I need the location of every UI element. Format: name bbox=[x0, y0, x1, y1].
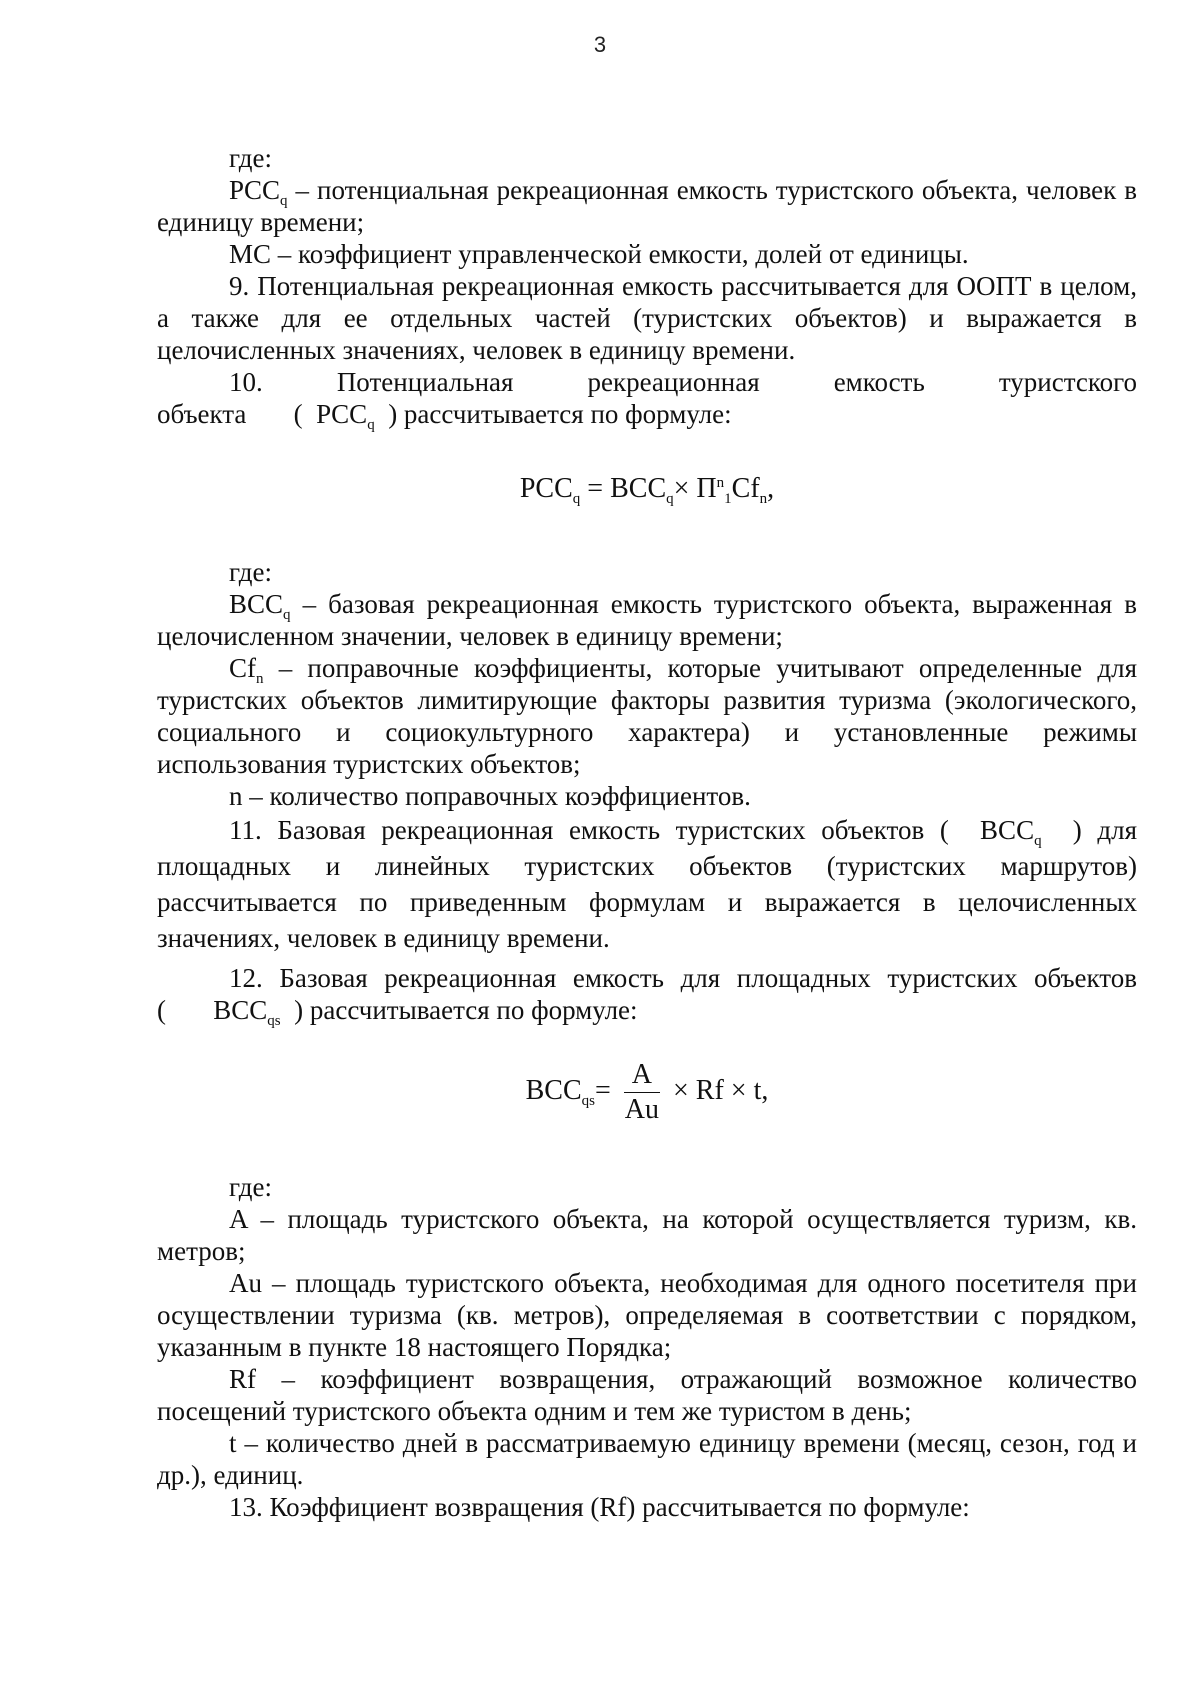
p10-word-1: Потенциальная bbox=[336, 367, 514, 397]
p10-line2-post: ) рассчитывается по формуле: bbox=[388, 399, 732, 429]
p10-word-2: рекреационная bbox=[587, 367, 760, 397]
p11-pre: 11. Базовая рекреационная емкость туристских объектов ( bbox=[229, 815, 949, 845]
f2-denominator: Au bbox=[624, 1094, 660, 1125]
bcc-definition-text: – базовая рекреационная емкость туристского объекта, выраженная в целочисленном значении, человек в единицу времени; bbox=[157, 589, 1138, 651]
where-label-3: где: bbox=[229, 1172, 272, 1202]
page-number: 3 bbox=[593, 32, 607, 57]
paragraph-12 bbox=[157, 962, 1137, 1029]
f1-bcc-sub: q bbox=[666, 491, 674, 507]
p12-subscript: qs bbox=[267, 1013, 281, 1029]
t-definition: t – количество дней в рассматриваемую единицу времени (месяц, сезон, год и др.), единиц. bbox=[157, 1428, 1137, 1490]
paragraph-11 bbox=[157, 812, 1137, 956]
p10-word-4: туристского bbox=[998, 367, 1137, 397]
cf-subscript: n bbox=[256, 671, 264, 687]
f1-product-symbol: × П bbox=[673, 473, 717, 504]
p12-post: ) рассчитывается по формуле: bbox=[294, 995, 638, 1025]
f1-cf-sub: n bbox=[759, 491, 768, 507]
f1-pi-sub: 1 bbox=[724, 491, 732, 507]
pcc-subscript: q bbox=[280, 193, 288, 209]
bcc-symbol: BCC bbox=[229, 589, 284, 619]
f2-lhs: BCC bbox=[525, 1074, 582, 1106]
pcc-definition bbox=[157, 174, 1137, 238]
pcc-symbol: PCC bbox=[229, 175, 281, 205]
paragraph-9: 9. Потенциальная рекреационная емкость рассчитывается для ООПТ в целом, а также для ее отдельных частей (туристских объектов) и выражается в целочисленных значениях, человек в единицу времени. bbox=[157, 271, 1137, 365]
paragraph-13: 13. Коэффициент возвращения (Rf) рассчитывается по формуле: bbox=[229, 1492, 970, 1522]
f1-eq: = BCC bbox=[580, 473, 667, 504]
document-body bbox=[157, 142, 1137, 1523]
f2-rest: × Rf × t, bbox=[673, 1074, 769, 1106]
f2-fraction bbox=[624, 1058, 660, 1127]
f2-numerator: A bbox=[624, 1058, 660, 1093]
p10-word-3: емкость bbox=[833, 367, 925, 397]
p11-post: ) для площадных и линейных туристских объектов (туристских маршрутов) рассчитывается по приведенным формулам и выражается в целочисленных значениях, человек в единицу времени. bbox=[157, 815, 1138, 953]
p12-symbol: BCC bbox=[213, 995, 268, 1025]
f2-lhs-sub: qs bbox=[581, 1092, 595, 1109]
paragraph-10-line1 bbox=[157, 366, 1137, 398]
f2-eq: = bbox=[594, 1074, 611, 1106]
cf-definition-text: – поправочные коэффициенты, которые учитывают определенные для туристских объектов лимитирующие факторы развития туризма (экологического, социального и социокультурного характера) и установленные режимы использования туристских объектов; bbox=[157, 653, 1137, 779]
cf-definition bbox=[157, 652, 1137, 780]
bcc-subscript: q bbox=[283, 607, 291, 623]
f1-end: , bbox=[767, 473, 775, 504]
formula-pcc bbox=[157, 472, 1137, 506]
a-definition: A – площадь туристского объекта, на которой осуществляется туризм, кв. метров; bbox=[157, 1204, 1137, 1266]
bcc-definition bbox=[157, 588, 1137, 652]
p10-word-0: 10. bbox=[229, 367, 263, 397]
mc-definition bbox=[157, 238, 1137, 270]
mc-symbol: MC bbox=[229, 239, 272, 269]
formula-bcc-qs bbox=[157, 1058, 1137, 1127]
p12-pre: 12. Базовая рекреационная емкость для площадных туристских объектов ( bbox=[157, 963, 1137, 1025]
pcc-definition-text: – потенциальная рекреационная емкость туристского объекта, человек в единицу времени; bbox=[157, 175, 1137, 237]
au-definition: Au – площадь туристского объекта, необходимая для одного посетителя при осуществлении туризма (кв. метров), определяемая в соответствии с порядком, указанным в пункте 18 настоящего Порядка; bbox=[157, 1268, 1137, 1362]
p11-symbol: BCC bbox=[980, 815, 1035, 845]
f1-lhs-sub: q bbox=[572, 491, 581, 507]
p10-symbol: PCC bbox=[316, 399, 368, 429]
f1-pi-sup: n bbox=[716, 475, 725, 491]
where-label-1: где: bbox=[229, 143, 272, 173]
n-definition: n – количество поправочных коэффициентов. bbox=[229, 781, 751, 811]
p10-line2-pre: объекта bbox=[157, 399, 247, 429]
p10-subscript: q bbox=[367, 417, 375, 433]
cf-symbol: Cf bbox=[229, 653, 256, 683]
where-label-2: где: bbox=[229, 557, 272, 587]
p11-subscript: q bbox=[1034, 833, 1042, 849]
rf-definition: Rf – коэффициент возвращения, отражающий возможное количество посещений туристского объекта одним и тем же туристом в день; bbox=[157, 1364, 1137, 1426]
f1-lhs: PCC bbox=[519, 473, 573, 504]
mc-definition-text: – коэффициент управленческой емкости, долей от единицы. bbox=[277, 239, 969, 269]
paragraph-10-line2: объекта ( $PCC_q$ ) рассчитывается по формуле: bbox=[157, 399, 732, 433]
f1-cf: Cf bbox=[731, 473, 760, 504]
